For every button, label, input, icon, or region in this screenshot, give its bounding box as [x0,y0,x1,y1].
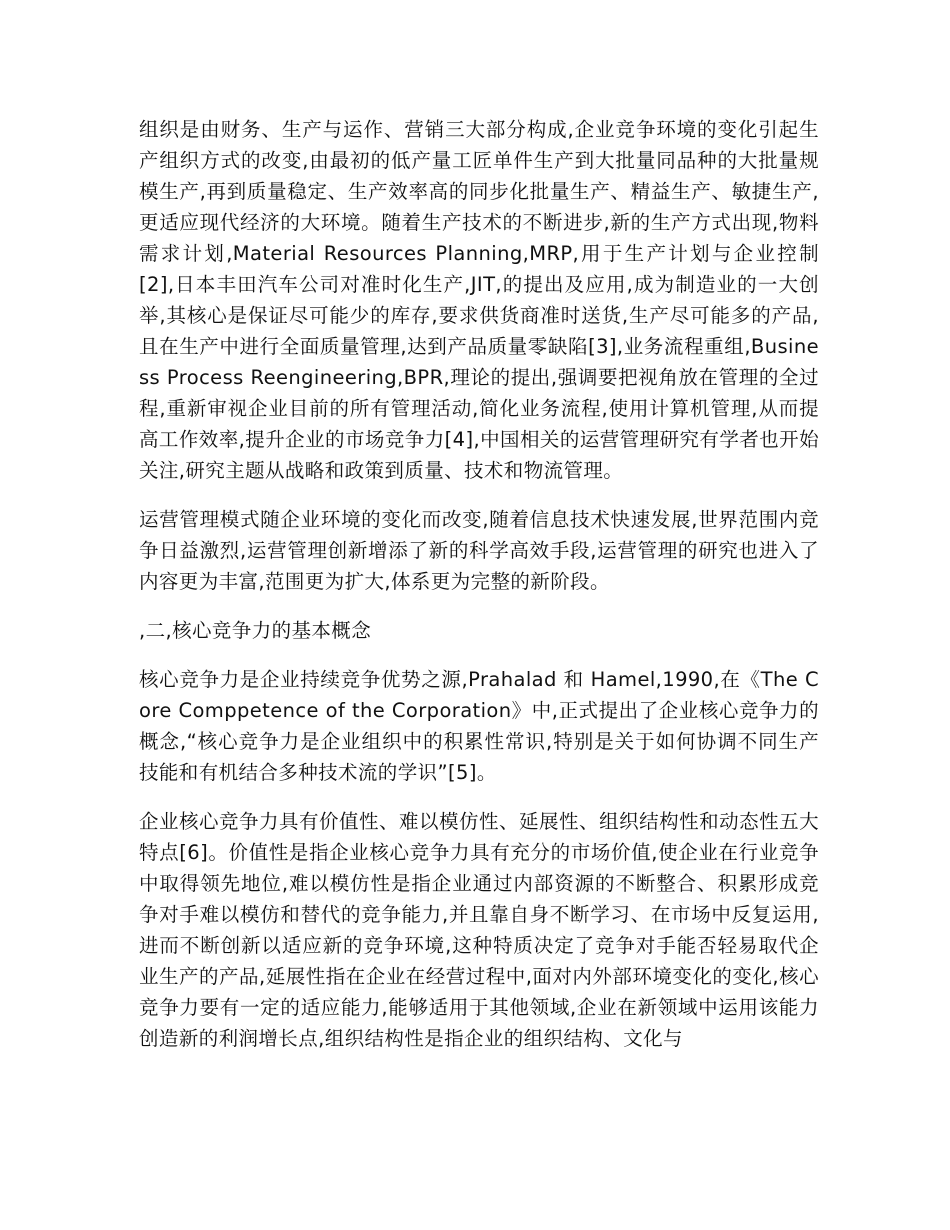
body-paragraph-operations-management-mode: 运营管理模式随企业环境的变化而改变,随着信息技术快速发展,世界范围内竞争日益激烈,运营管理创新增添了新的科学高效手段,运营管理的研究也进入了内容更为丰富,范围更为扩大,体系更为完整的新阶段。 [139,508,819,593]
body-paragraph-core-competence-features: 企业核心竞争力具有价值性、难以模仿性、延展性、组织结构性和动态性五大特点[6]。价值性是指企业核心竞争力具有充分的市场价值,使企业在行业竞争中取得领先地位,难以模仿性是指企业通过内部资源的不断整合、积累形成竞争对手难以模仿和替代的竞争能力,并且靠自身不断学习、在市场中反复运用,进而不断创新以适应新的竞争环境,这种特质决定了竞争对手能否轻易取代企业生产的产品,延展性指在企业在经营过程中,面对内外部环境变化的变化,核心竞争力要有一定的适应能力,能够适用于其他领域,企业在新领域中运用该能力创造新的利润增长点,组织结构性是指企业的组织结构、文化与 [139,810,819,1050]
body-paragraph-core-competence-definition: 核心竞争力是企业持续竞争优势之源,Prahalad 和 Hamel,1990,在《The Core Comppetence of the Corporation》中,正式提出了企业核心竞争力的概念,“核心竞争力是企业组织中的积累性常识,特别是关于如何协调不同生产技能和有机结合多种技术流的学识”[5]。 [139,668,819,784]
section-heading-core-competence-concept: ,二,核心竞争力的基本概念 [139,619,372,642]
body-paragraph-production-evolution: 组织是由财务、生产与运作、营销三大部分构成,企业竞争环境的变化引起生产组织方式的改变,由最初的低产量工匠单件生产到大批量同品种的大批量规模生产,再到质量稳定、生产效率高的同步化批量生产、精益生产、敏捷生产,更适应现代经济的大环境。随着生产技术的不断进步,新的生产方式出现,物料需求计划,Material Resources Planning,MRP,用于生产计划与企业控制[2],日本丰田汽车公司对准时化生产,JIT,的提出及应用,成为制造业的一大创举,其核心是保证尽可能少的库存,要求供货商准时送货,生产尽可能多的产品,且在生产中进行全面质量管理,达到产品质量零缺陷[3],业务流程重组,Business Process Reengineering,BPR,理论的提出,强调要把视角放在管理的全过程,重新审视企业目前的所有管理活动,简化业务流程,使用计算机管理,从而提高工作效率,提升企业的市场竞争力[4],中国相关的运营管理研究有学者也开始关注,研究主题从战略和政策到质量、技术和物流管理。 [139,118,819,482]
document-page [139,114,819,1072]
